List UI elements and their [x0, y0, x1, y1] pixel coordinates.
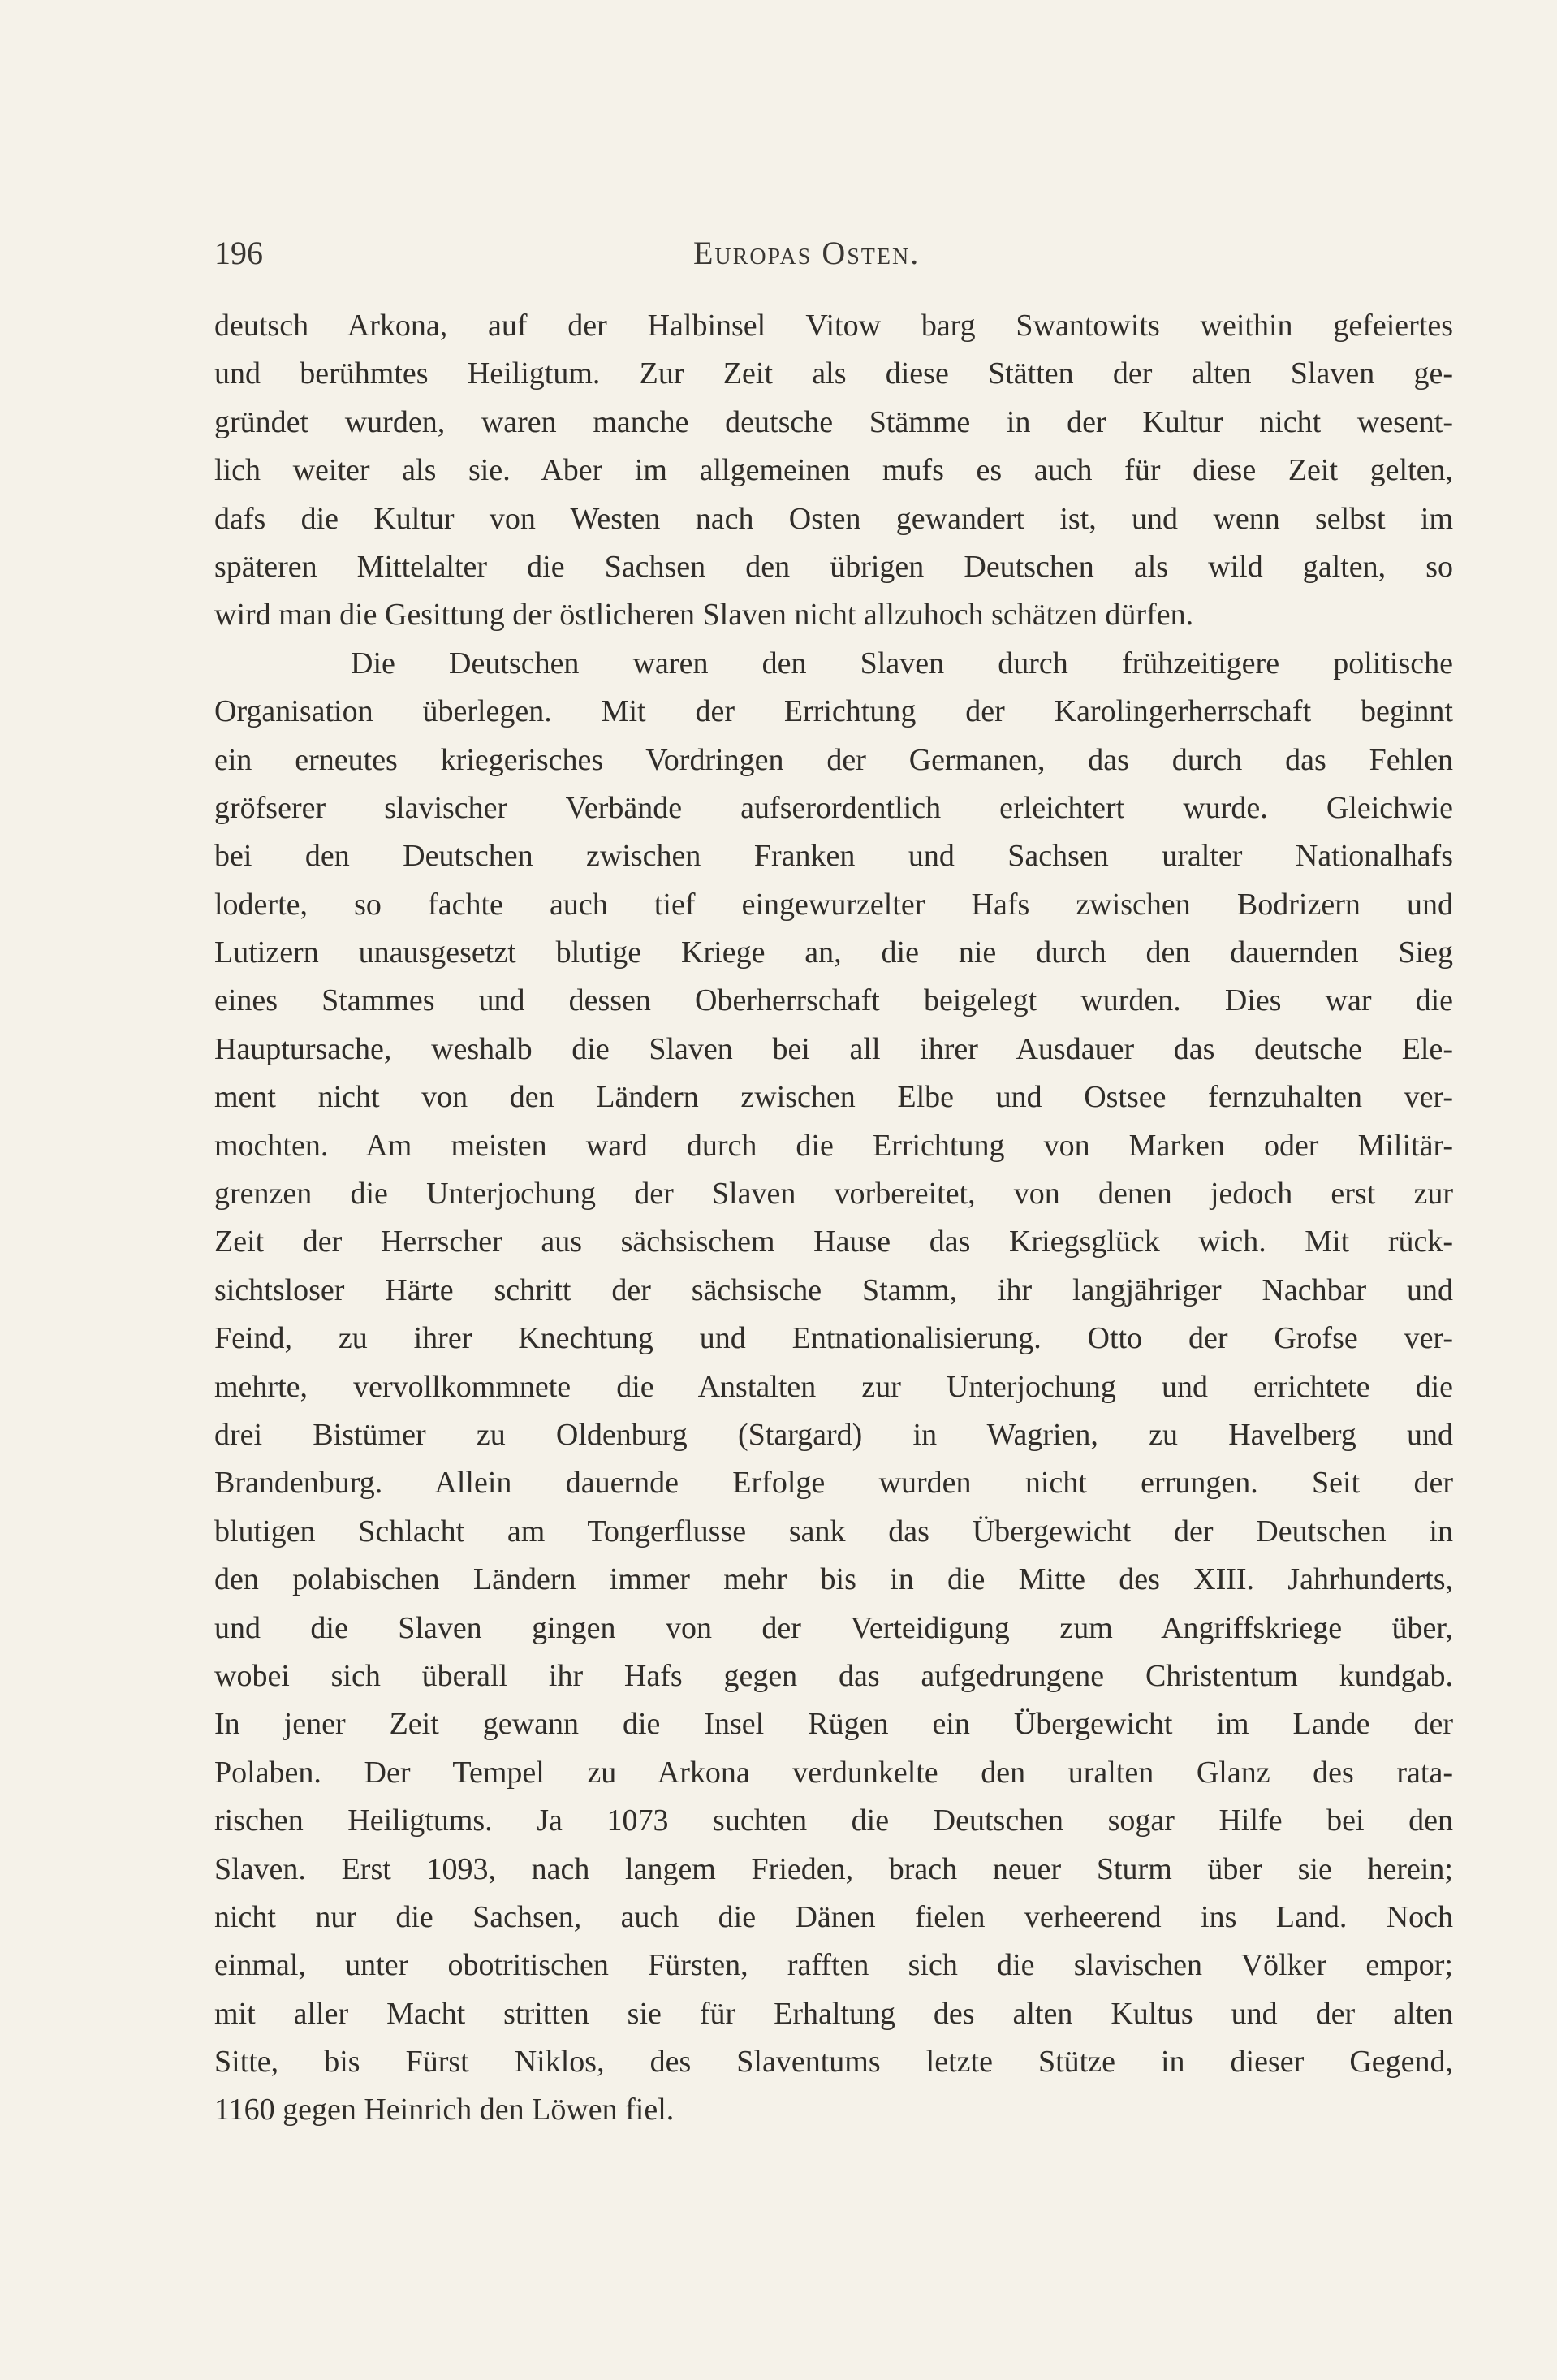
text-line: und berühmtes Heiligtum. Zur Zeit als diese Stätten der alten Slaven ge-: [214, 356, 1453, 391]
text-line: ein erneutes kriegerisches Vordringen der Germanen, das durch das Fehlen: [214, 742, 1453, 777]
text-line: und die Slaven gingen von der Verteidigung zum Angriffskriege über,: [214, 1610, 1453, 1645]
text-line: mochten. Am meisten ward durch die Errichtung von Marken oder Militär-: [214, 1128, 1453, 1163]
text-line: nicht nur die Sachsen, auch die Dänen fielen verheerend ins Land. Noch: [214, 1899, 1453, 1934]
text-line: den polabischen Ländern immer mehr bis in die Mitte des XIII. Jahrhunderts,: [214, 1562, 1453, 1597]
paragraph-first-line: Die Deutschen waren den Slaven durch frühzeitigere politische: [351, 646, 1453, 680]
text-line: bei den Deutschen zwischen Franken und Sachsen uralter Nationalhafs: [214, 839, 1453, 874]
text-line: ment nicht von den Ländern zwischen Elbe und Ostsee fernzuhalten ver-: [214, 1080, 1453, 1115]
text-line: Feind, zu ihrer Knechtung und Entnationalisierung. Otto der Grofse ver-: [214, 1321, 1453, 1356]
text-line: rischen Heiligtums. Ja 1073 suchten die Deutschen sogar Hilfe bei den: [214, 1803, 1453, 1838]
text-line: blutigen Schlacht am Tongerflusse sank das Übergewicht der Deutschen in: [214, 1514, 1453, 1549]
text-line: In jener Zeit gewann die Insel Rügen ein Übergewicht im Lande der: [214, 1707, 1453, 1742]
text-line: einmal, unter obotritischen Fürsten, rafften sich die slavischen Völker empor;: [214, 1948, 1453, 1983]
text-line: Organisation überlegen. Mit der Errichtung der Karolingerherrschaft beginnt: [214, 694, 1453, 729]
text-line: deutsch Arkona, auf der Halbinsel Vitow barg Swantowits weithin gefeiertes: [214, 309, 1453, 343]
text-line: mehrte, vervollkommnete die Anstalten zur Unterjochung und errichtete die: [214, 1369, 1453, 1404]
text-line: Lutizern unausgesetzt blutige Kriege an, die nie durch den dauernden Sieg: [214, 935, 1453, 970]
text-line: wird man die Gesittung der östlicheren Slaven nicht allzuhoch schätzen dürfen.: [214, 598, 1194, 633]
text-line: gröfserer slavischer Verbände aufserordentlich erleichtert wurde. Gleichwie: [214, 790, 1453, 825]
text-line: Hauptursache, weshalb die Slaven bei all ihrer Ausdauer das deutsche Ele-: [214, 1031, 1453, 1066]
text-line: 1160 gegen Heinrich den Löwen fiel.: [214, 2093, 675, 2127]
text-line: Slaven. Erst 1093, nach langem Frieden, brach neuer Sturm über sie herein;: [214, 1851, 1453, 1886]
text-line: eines Stammes und dessen Oberherrschaft beigelegt wurden. Dies war die: [214, 983, 1453, 1018]
text-line: mit aller Macht stritten sie für Erhaltung des alten Kultus und der alten: [214, 1996, 1453, 2031]
running-head: [214, 229, 1464, 278]
page-number: 196: [214, 235, 263, 271]
text-line: späteren Mittelalter die Sachsen den übrigen Deutschen als wild galten, so: [214, 549, 1453, 584]
text-line: drei Bistümer zu Oldenburg (Stargard) in Wagrien, zu Havelberg und: [214, 1417, 1453, 1452]
text-line: gründet wurden, waren manche deutsche Stämme in der Kultur nicht wesent-: [214, 404, 1453, 439]
text-line: Zeit der Herrscher aus sächsischem Hause das Kriegsglück wich. Mit rück-: [214, 1225, 1453, 1259]
text-line: dafs die Kultur von Westen nach Osten gewandert ist, und wenn selbst im: [214, 501, 1453, 536]
running-title: Europas Osten.: [693, 235, 921, 271]
text-line: Sitte, bis Fürst Niklos, des Slaventums letzte Stütze in dieser Gegend,: [214, 2045, 1453, 2080]
body-text: [214, 302, 1453, 2135]
text-line: wobei sich überall ihr Hafs gegen das aufgedrungene Christentum kundgab.: [214, 1658, 1453, 1693]
text-line: lich weiter als sie. Aber im allgemeinen mufs es auch für diese Zeit gelten,: [214, 453, 1453, 488]
text-line: grenzen die Unterjochung der Slaven vorbereitet, von denen jedoch erst zur: [214, 1177, 1453, 1212]
text-line: sichtsloser Härte schritt der sächsische Stamm, ihr langjähriger Nachbar und: [214, 1272, 1453, 1307]
text-line: Brandenburg. Allein dauernde Erfolge wurden nicht errungen. Seit der: [214, 1466, 1453, 1501]
text-line: loderte, so fachte auch tief eingewurzelter Hafs zwischen Bodrizern und: [214, 887, 1453, 922]
text-line: Polaben. Der Tempel zu Arkona verdunkelte den uralten Glanz des rata-: [214, 1755, 1453, 1790]
